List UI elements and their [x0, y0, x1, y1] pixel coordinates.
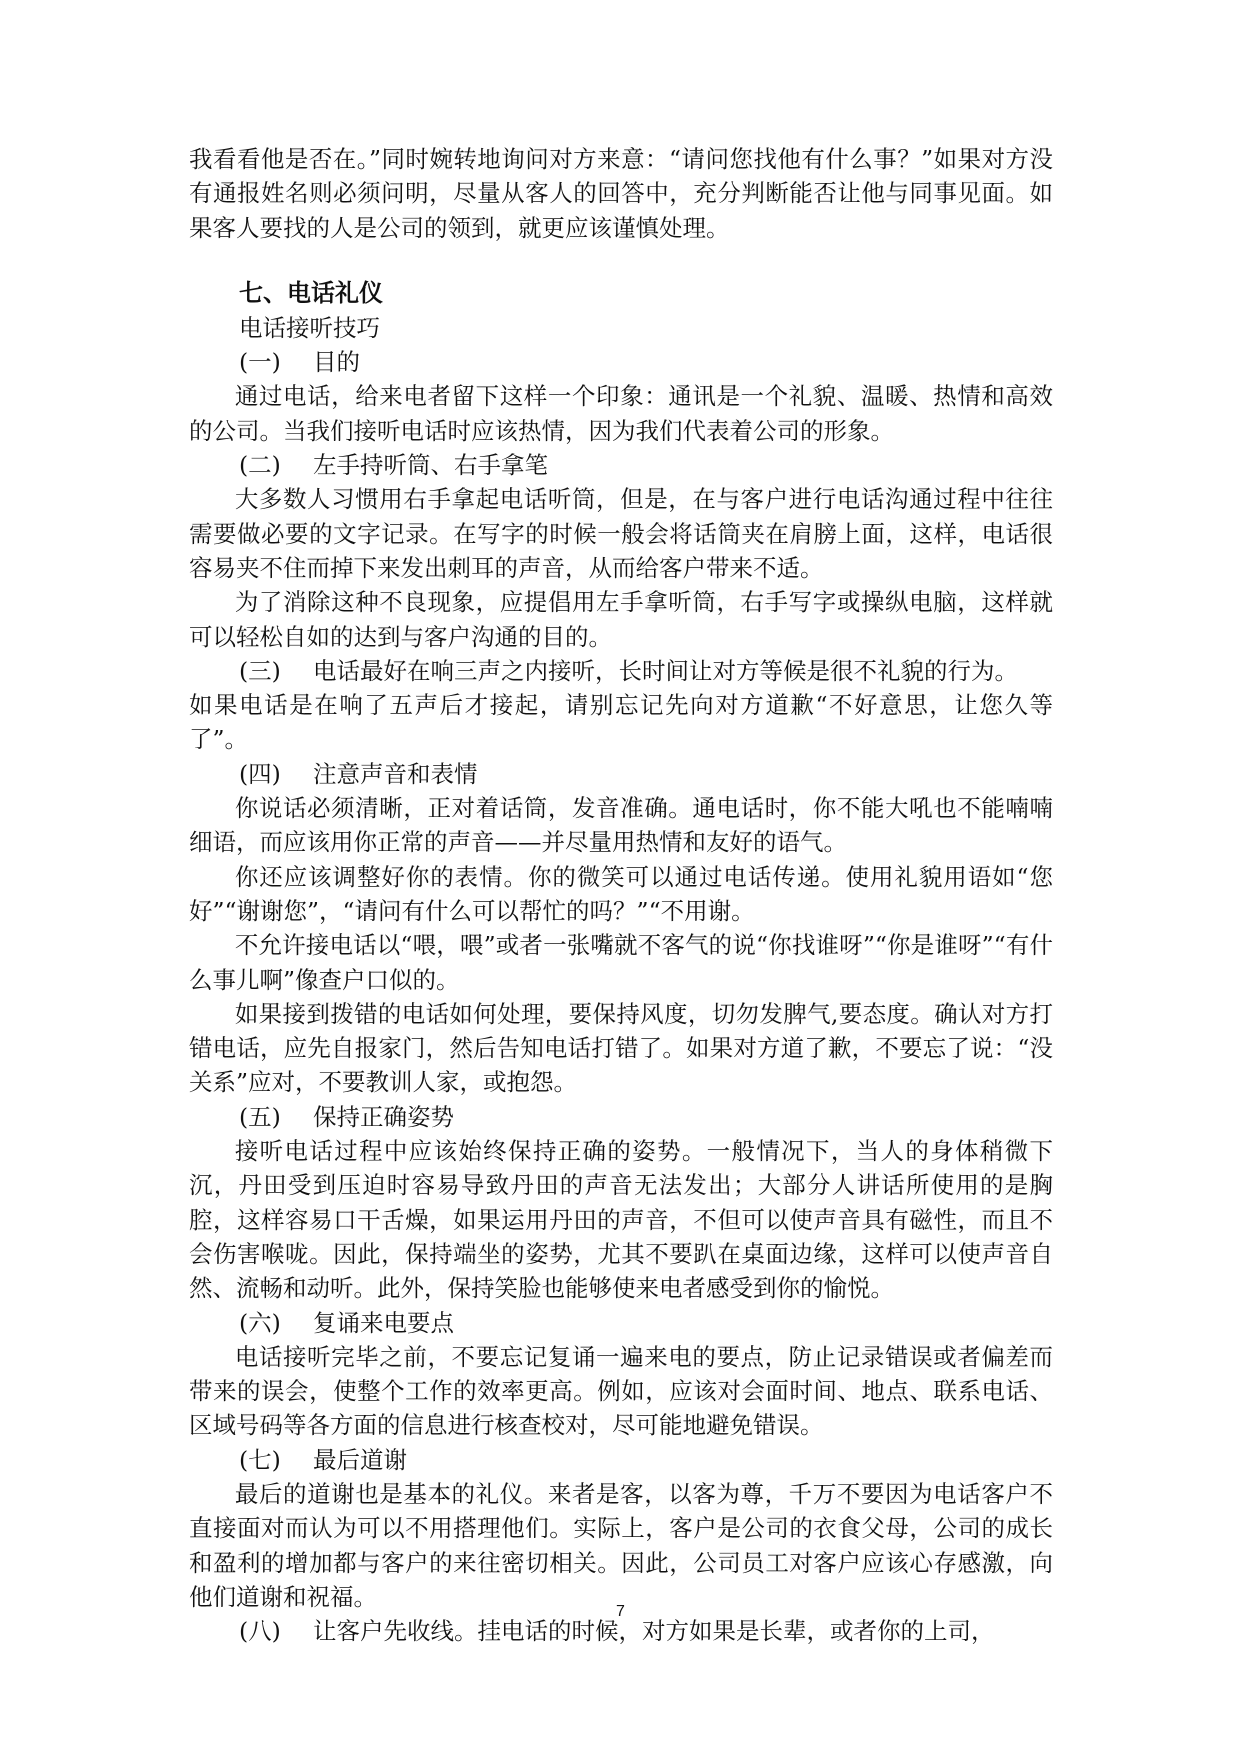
item-5-number: (五)	[239, 1102, 281, 1131]
item-1-title: 目的	[313, 348, 360, 377]
intro-paragraph: 我看看他是否在。”同时婉转地询问对方来意：“请问您找他有什么事？”如果对方没有通报姓名则必须问明，尽量从客人的回答中，充分判断能否让他与同事见面。如果客人要找的人是公司的领到，就更应该谨慎处理。	[189, 145, 1053, 242]
item-8-title: 让客户先收线。挂电话的时候，对方如果是长辈，或者你的上司，	[313, 1617, 995, 1646]
item-4-title: 注意声音和表情	[313, 759, 478, 788]
item-1-heading	[189, 345, 1053, 379]
item-3-number: (三)	[239, 656, 281, 685]
item-4-paragraph-3: 不允许接电话以“喂，喂”或者一张嘴就不客气的说“你找谁呀”“你是谁呀”“有什么事儿啊”像查户口似的。	[189, 931, 1053, 994]
item-7-paragraph: 最后的道谢也是基本的礼仪。来者是客，以客为尊，千万不要因为电话客户不直接面对而认为可以不用搭理他们。实际上，客户是公司的衣食父母，公司的成长和盈利的增加都与客户的来往密切相关。因此，公司员工对客户应该心存感激，向他们道谢和祝福。	[189, 1479, 1053, 1611]
item-2-number: (二)	[239, 451, 281, 480]
item-1-number: (一)	[239, 348, 281, 377]
item-6-paragraph: 电话接听完毕之前，不要忘记复诵一遍来电的要点，防止记录错误或者偏差而带来的误会，使整个工作的效率更高。例如，应该对会面时间、地点、联系电话、区域号码等各方面的信息进行核查校对，尽可能地避免错误。	[189, 1342, 1053, 1440]
item-5-heading	[189, 1100, 1053, 1134]
item-4-heading	[189, 757, 1053, 791]
item-2-title: 左手持听筒、右手拿笔	[313, 451, 548, 480]
item-8-number: (八)	[239, 1617, 281, 1646]
page-number: 7	[616, 1603, 625, 1620]
section-heading: 七、电话礼仪	[239, 278, 383, 307]
section-subheading: 电话接听技巧	[239, 313, 380, 342]
item-7-number: (七)	[239, 1445, 281, 1474]
item-3-continuation: 如果电话是在响了五声后才接起，请别忘记先向对方道歉“不好意思，让您久等了”。	[189, 691, 1053, 754]
page-content	[189, 142, 1053, 1648]
item-3-title: 电话最好在响三声之内接听，长时间让对方等候是很不礼貌的行为。	[313, 656, 1018, 685]
item-3-heading	[189, 654, 1053, 688]
item-2-heading	[189, 448, 1053, 482]
item-4-paragraph-1: 你说话必须清晰，正对着话筒，发音准确。通电话时，你不能大吼也不能喃喃细语，而应该用你正常的声音——并尽量用热情和友好的语气。	[189, 794, 1053, 857]
item-6-number: (六)	[239, 1308, 281, 1337]
item-5-title: 保持正确姿势	[313, 1102, 454, 1131]
item-1-paragraph: 通过电话，给来电者留下这样一个印象：通讯是一个礼貌、温暖、热情和高效的公司。当我们接听电话时应该热情，因为我们代表着公司的形象。	[189, 382, 1053, 445]
item-6-heading	[189, 1306, 1053, 1340]
item-4-paragraph-4: 如果接到拨错的电话如何处理，要保持风度，切勿发脾气,要态度。确认对方打错电话，应先自报家门，然后告知电话打错了。如果对方道了歉，不要忘了说：“没关系”应对，不要教训人家，或抱怨。	[189, 999, 1053, 1097]
item-2-paragraph-2: 为了消除这种不良现象，应提倡用左手拿听筒，右手写字或操纵电脑，这样就可以轻松自如的达到与客户沟通的目的。	[189, 588, 1053, 651]
item-6-title: 复诵来电要点	[313, 1308, 454, 1337]
item-7-title: 最后道谢	[313, 1445, 407, 1474]
item-4-paragraph-2: 你还应该调整好你的表情。你的微笑可以通过电话传递。使用礼貌用语如“您好”“谢谢您”，“请问有什么可以帮忙的吗？”“不用谢。	[189, 862, 1053, 925]
item-4-number: (四)	[239, 759, 281, 788]
item-7-heading	[189, 1443, 1053, 1477]
item-5-paragraph: 接听电话过程中应该始终保持正确的姿势。一般情况下，当人的身体稍微下沉，丹田受到压迫时容易导致丹田的声音无法发出；大部分人讲话所使用的是胸腔，这样容易口干舌燥，如果运用丹田的声音，不但可以使声音具有磁性，而且不会伤害喉咙。因此，保持端坐的姿势，尤其不要趴在桌面边缘，这样可以使声音自然、流畅和动听。此外，保持笑脸也能够使来电者感受到你的愉悦。	[189, 1137, 1053, 1303]
item-2-paragraph-1: 大多数人习惯用右手拿起电话听筒，但是，在与客户进行电话沟通过程中往往需要做必要的文字记录。在写字的时候一般会将话筒夹在肩膀上面，这样，电话很容易夹不住而掉下来发出刺耳的声音，从而给客户带来不适。	[189, 485, 1053, 582]
